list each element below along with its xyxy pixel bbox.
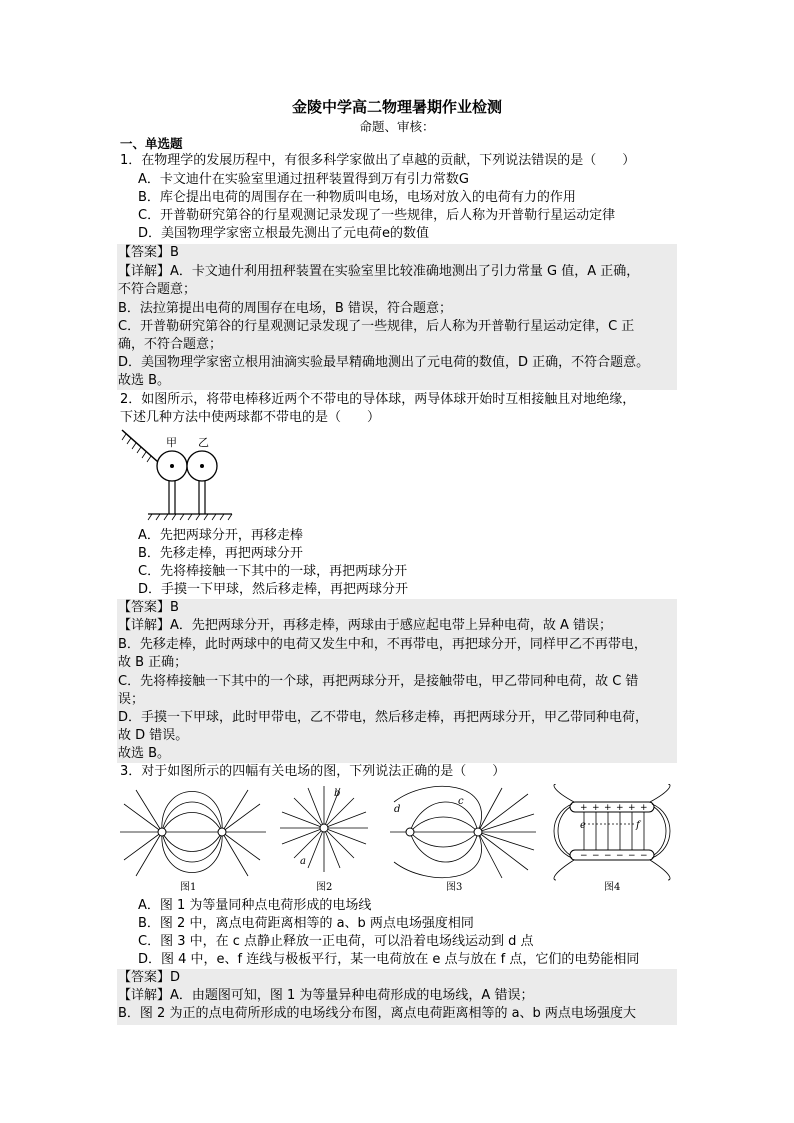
q3-option-a: A．图 1 为等量同种点电荷形成的电场线 xyxy=(138,898,372,913)
point-charge xyxy=(320,824,328,832)
page-title: 金陵中学高二物理暑期作业检测 xyxy=(291,98,502,116)
svg-text:+: + xyxy=(592,803,600,813)
charge-left xyxy=(158,828,166,836)
q2-explanation-line: D．手摸一下甲球，此时甲带电，乙不带电，然后移走棒，再把两球分开，甲乙带同种电荷， xyxy=(118,710,649,725)
q1-explanation-line: B．法拉第提出电荷的周围存在电场，B 错误，符合题意； xyxy=(118,301,452,316)
svg-text:−: − xyxy=(616,851,624,861)
q2-answer: 【答案】B xyxy=(118,600,179,615)
q1-explanation-line: 【详解】A．卡文迪什利用扭秤装置在实验室里比较准确地测出了引力常量 G 值，A 正确， xyxy=(118,264,640,279)
q1-answer: 【答案】B xyxy=(118,245,179,260)
q1-explanation-line: D．美国物理学家密立根用油滴实验最早精确地测出了元电荷的数值，D 正确，不符合题意。 xyxy=(118,355,650,370)
svg-text:−: − xyxy=(628,851,636,861)
figure-caption: 图4 xyxy=(604,882,621,893)
q1-option-a: A．卡文迪什在实验室里通过扭秤装置得到万有引力常数G xyxy=(138,172,469,187)
q2-option-b: B．先移走棒，再把两球分开 xyxy=(138,546,303,561)
q1-option-c: C．开普勒研究第谷的行星观测记录发现了一些规律，后人称为开普勒行星运动定律 xyxy=(138,208,616,223)
q1-explanation-line: 不符合题意； xyxy=(118,282,197,297)
q1-explanation-line: C．开普勒研究第谷的行星观测记录发现了一些规律，后人称为开普勒行星运动定律，C 正 xyxy=(118,319,635,334)
charge-right xyxy=(218,828,226,836)
q3-figure-3 xyxy=(388,784,538,894)
point-f-label: f xyxy=(636,820,640,831)
q3-explanation-line: B．图 2 为正的点电荷所形成的电场线分布图，离点电荷距离相等的 a、b 两点电场强度大 xyxy=(118,1006,636,1021)
q2-explanation-line: B．先移走棒，此时两球中的电荷又发生中和，不再带电，再把球分开，同样甲乙不再带电， xyxy=(118,637,647,652)
q2-explanation-line: 故 B 正确； xyxy=(118,655,188,670)
q3-stem: 3．对于如图所示的四幅有关电场的图，下列说法正确的是（ ） xyxy=(120,764,506,779)
point-c-label: c xyxy=(458,796,464,807)
q3-explanation-line: 【详解】A．由题图可知，图 1 为等量异种电荷形成的电场线，A 错误； xyxy=(118,988,534,1003)
sphere-label-yi: 乙 xyxy=(198,436,209,449)
q3-option-d: D．图 4 中，e、f 连线与极板平行，某一电荷放在 e 点与放在 f 点，它们的电势能相同 xyxy=(138,952,640,967)
section-heading: 一、单选题 xyxy=(120,136,183,151)
svg-text:+: + xyxy=(580,803,588,813)
q1-explanation-line: 故选 B。 xyxy=(118,373,171,388)
q2-stem-line: 下述几种方法中使两球都不带电的是（ ） xyxy=(120,410,381,425)
rod-hatching xyxy=(122,434,151,462)
q2-option-a: A．先把两球分开，再移走棒 xyxy=(138,528,303,543)
charge-large xyxy=(474,828,482,836)
q1-option-b: B．库仑提出电荷的周围存在一种物质叫电场，电场对放入的电荷有力的作用 xyxy=(138,190,576,205)
svg-text:−: − xyxy=(640,851,648,861)
q2-explanation-line: C．先将棒接触一下其中的一个球，再把两球分开，是接触带电，甲乙带同种电荷，故 C 错 xyxy=(118,674,639,689)
ground-hatching xyxy=(148,514,232,520)
figure-caption: 图3 xyxy=(446,882,463,893)
point-b-label: b xyxy=(334,788,341,799)
q2-two-spheres-figure xyxy=(118,428,238,524)
q1-explanation-line: 确，不符合题意； xyxy=(118,337,223,352)
point-a-label: a xyxy=(300,856,306,867)
q2-explanation-line: 【详解】A．先把两球分开，再移走棒，两球由于感应起电带上异种电荷，故 A 错误； xyxy=(118,618,613,633)
q1-stem: 1．在物理学的发展历程中，有很多科学家做出了卓越的贡献，下列说法错误的是（ ） xyxy=(120,153,636,168)
figure-caption: 图1 xyxy=(180,882,197,893)
charged-rod xyxy=(122,430,158,462)
svg-text:−: − xyxy=(592,851,600,861)
q3-figure-1 xyxy=(118,784,268,894)
svg-text:+: + xyxy=(640,803,648,813)
svg-text:+: + xyxy=(604,803,612,813)
page-subtitle: 命题、审核： xyxy=(359,119,435,134)
q1-option-d: D．美国物理学家密立根最先测出了元电荷e的数值 xyxy=(138,226,430,241)
q2-explanation-line: 故选 B。 xyxy=(118,746,171,761)
charge-small xyxy=(406,828,414,836)
q2-option-d: D．手摸一下甲球，然后移走棒，再把两球分开 xyxy=(138,582,409,597)
q2-option-c: C．先将棒接触一下其中的一球，再把两球分开 xyxy=(138,564,408,579)
svg-text:+: + xyxy=(616,803,624,813)
q3-figure-4 xyxy=(552,784,676,894)
q2-explanation-line: 故 D 错误。 xyxy=(118,728,189,743)
q3-answer: 【答案】D xyxy=(118,970,181,985)
figure-caption: 图2 xyxy=(316,882,333,893)
svg-text:−: − xyxy=(580,851,588,861)
svg-text:−: − xyxy=(604,851,612,861)
svg-text:+: + xyxy=(628,803,636,813)
q3-option-c: C．图 3 中，在 c 点静止释放一正电荷，可以沿着电场线运动到 d 点 xyxy=(138,934,534,949)
point-d-label: d xyxy=(394,804,401,815)
q3-option-b: B．图 2 中，离点电荷距离相等的 a、b 两点电场强度相同 xyxy=(138,916,474,931)
sphere-label-jia: 甲 xyxy=(166,436,177,449)
point-e-label: e xyxy=(580,820,586,831)
q2-explanation-line: 误； xyxy=(118,692,145,707)
q3-figure-2 xyxy=(278,784,370,894)
q2-stem-line: 2．如图所示，将带电棒移近两个不带电的导体球，两导体球开始时互相接触且对地绝缘， xyxy=(120,392,636,407)
